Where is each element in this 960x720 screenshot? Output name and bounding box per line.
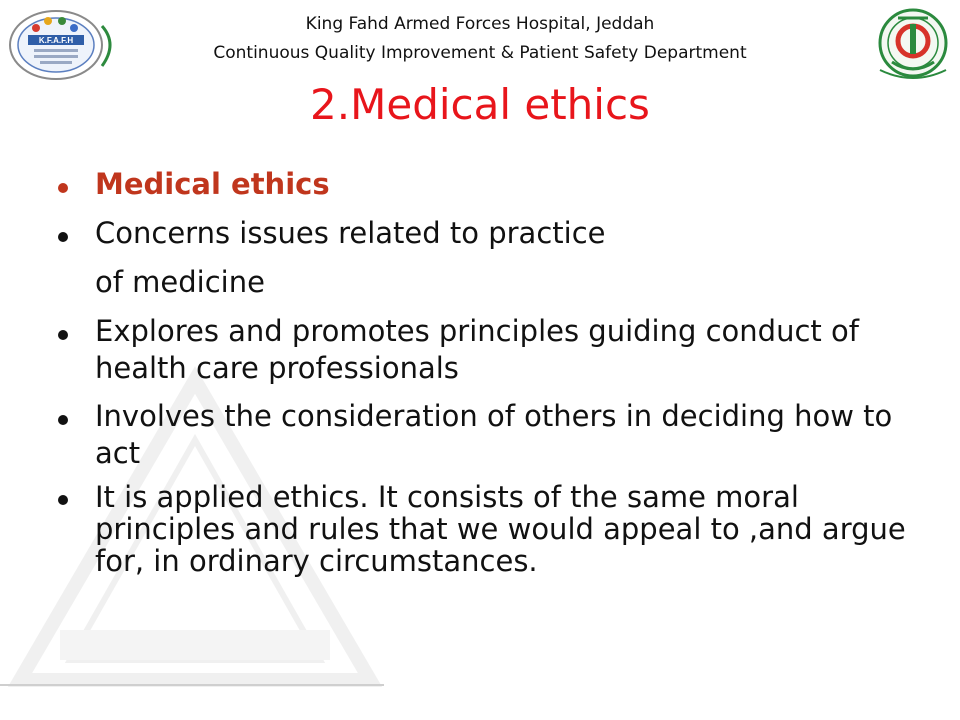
bullet-dot-icon <box>58 183 68 193</box>
bullet-text: of medicine <box>95 265 265 299</box>
slide-title: 2.Medical ethics <box>310 80 650 129</box>
bullet-item <box>58 398 938 472</box>
bullet-dot-icon <box>58 232 68 242</box>
bullet-dot-icon <box>58 495 68 505</box>
bullet-text: It is applied ethics. It consists of the same moral principles and rules that we would appeal to ,and argue for, in ordinary circumstances. <box>95 480 906 578</box>
bullet-text: Concerns issues related to practice <box>95 216 606 250</box>
bullet-item <box>58 313 938 387</box>
bullet-item <box>58 481 938 577</box>
footer-divider <box>0 684 384 686</box>
bullet-dot-icon <box>58 330 68 340</box>
department-name: Continuous Quality Improvement & Patient Safety Department <box>213 43 747 63</box>
bullet-item <box>58 215 938 252</box>
bullet-list <box>58 166 938 577</box>
bullet-text: Medical ethics <box>95 167 330 201</box>
hospital-logo <box>6 8 130 80</box>
bullet-text: Involves the consideration of others in deciding how to act <box>95 399 893 470</box>
hospital-name: King Fahd Armed Forces Hospital, Jeddah <box>305 14 655 34</box>
medical-services-emblem <box>872 6 954 84</box>
bullet-dot-icon <box>58 415 68 425</box>
bullet-continuation <box>58 264 938 301</box>
bullet-text: Explores and promotes principles guiding conduct of health care professionals <box>95 314 859 385</box>
left-logo-text: K.F.A.F.H <box>38 36 74 45</box>
bullet-item <box>58 166 938 203</box>
